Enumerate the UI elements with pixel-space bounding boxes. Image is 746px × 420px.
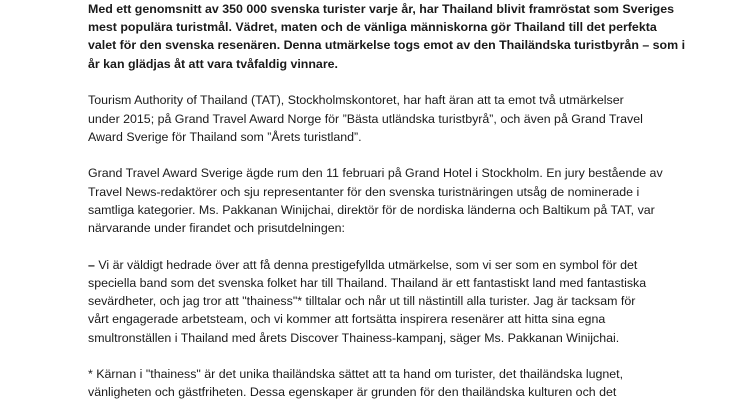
lead-paragraph (88, 0, 686, 73)
lead-line: Med ett genomsnitt av 350 000 svenska turister varje år, har Thailand blivit framröstat som Sveriges (88, 2, 675, 16)
quote-line: vårt engagerade arbetsteam, och vi kommer att fortsätta inspirera resenärer att hitta sina egna (88, 312, 606, 327)
body-line: Award Sverige för Thailand som ”Årets turistland”. (88, 129, 362, 144)
quote-paragraph (88, 256, 678, 347)
press-release-body (88, 0, 686, 420)
footnote-line: * Kärnan i "thainess" är det unika thailändska sättet att ta hand om turister, det thailändska lugnet, (88, 367, 624, 382)
lead-line: år kan glädjas åt att vara tvåfaldig vinnare. (88, 56, 338, 71)
body-line: Travel News-redaktörer och sju representanter för den svenska turistnäringen utsåg de nominerade i (88, 184, 640, 199)
body-line: under 2015; på Grand Travel Award Norge för ”Bästa utländska turistbyrå”, och även på Grand Travel (88, 111, 643, 126)
quote-line: smultronställen i Thailand med årets Discover Thainess-kampanj, säger Ms. Pakkanan Winijchai. (88, 330, 620, 345)
body-line: samtliga kategorier. Ms. Pakkanan Winijchai, direktör för de nordiska länderna och Baltikum på TAT, var (88, 202, 655, 217)
quote-first-line-text: Vi är väldigt hedrade över att få denna prestigefyllda utmärkelse, som vi ser som en symbol för det (94, 257, 638, 272)
footnote-paragraph (88, 365, 678, 401)
quote-first-line (88, 256, 678, 274)
tat-awards-paragraph (88, 91, 678, 146)
quote-line: speciella band som det svenska folket har till Thailand. Thailand är ett fantastiskt land med fantastiska (88, 275, 647, 290)
body-line: Grand Travel Award Sverige ägde rum den 11 februari på Grand Hotel i Stockholm. En jury bestående av (88, 166, 663, 181)
body-line: närvarande under firandet och prisutdelningen: (88, 221, 345, 236)
footnote-line: vänligheten och gästfriheten. Dessa egenskaper är grunden för den thailändska kulturen och det (88, 385, 617, 400)
ceremony-paragraph (88, 164, 678, 237)
lead-line: mest populära turistmål. Vädret, maten och de vänliga människorna gör Thailand till det perfekta (88, 20, 657, 35)
lead-line: valet för den svenska resenären. Denna utmärkelse togs emot av den Thailändska turistbyrån – som i (88, 38, 686, 53)
body-line: Tourism Authority of Thailand (TAT), Stockholmskontoret, har haft äran att ta emot två utmärkelser (88, 93, 624, 108)
quote-dash: – (88, 257, 95, 272)
quote-line: sevärdheter, och jag tror att "thainess"* tilltalar och når ut till nästintill alla turister. Jag är tacksam för (88, 294, 636, 309)
